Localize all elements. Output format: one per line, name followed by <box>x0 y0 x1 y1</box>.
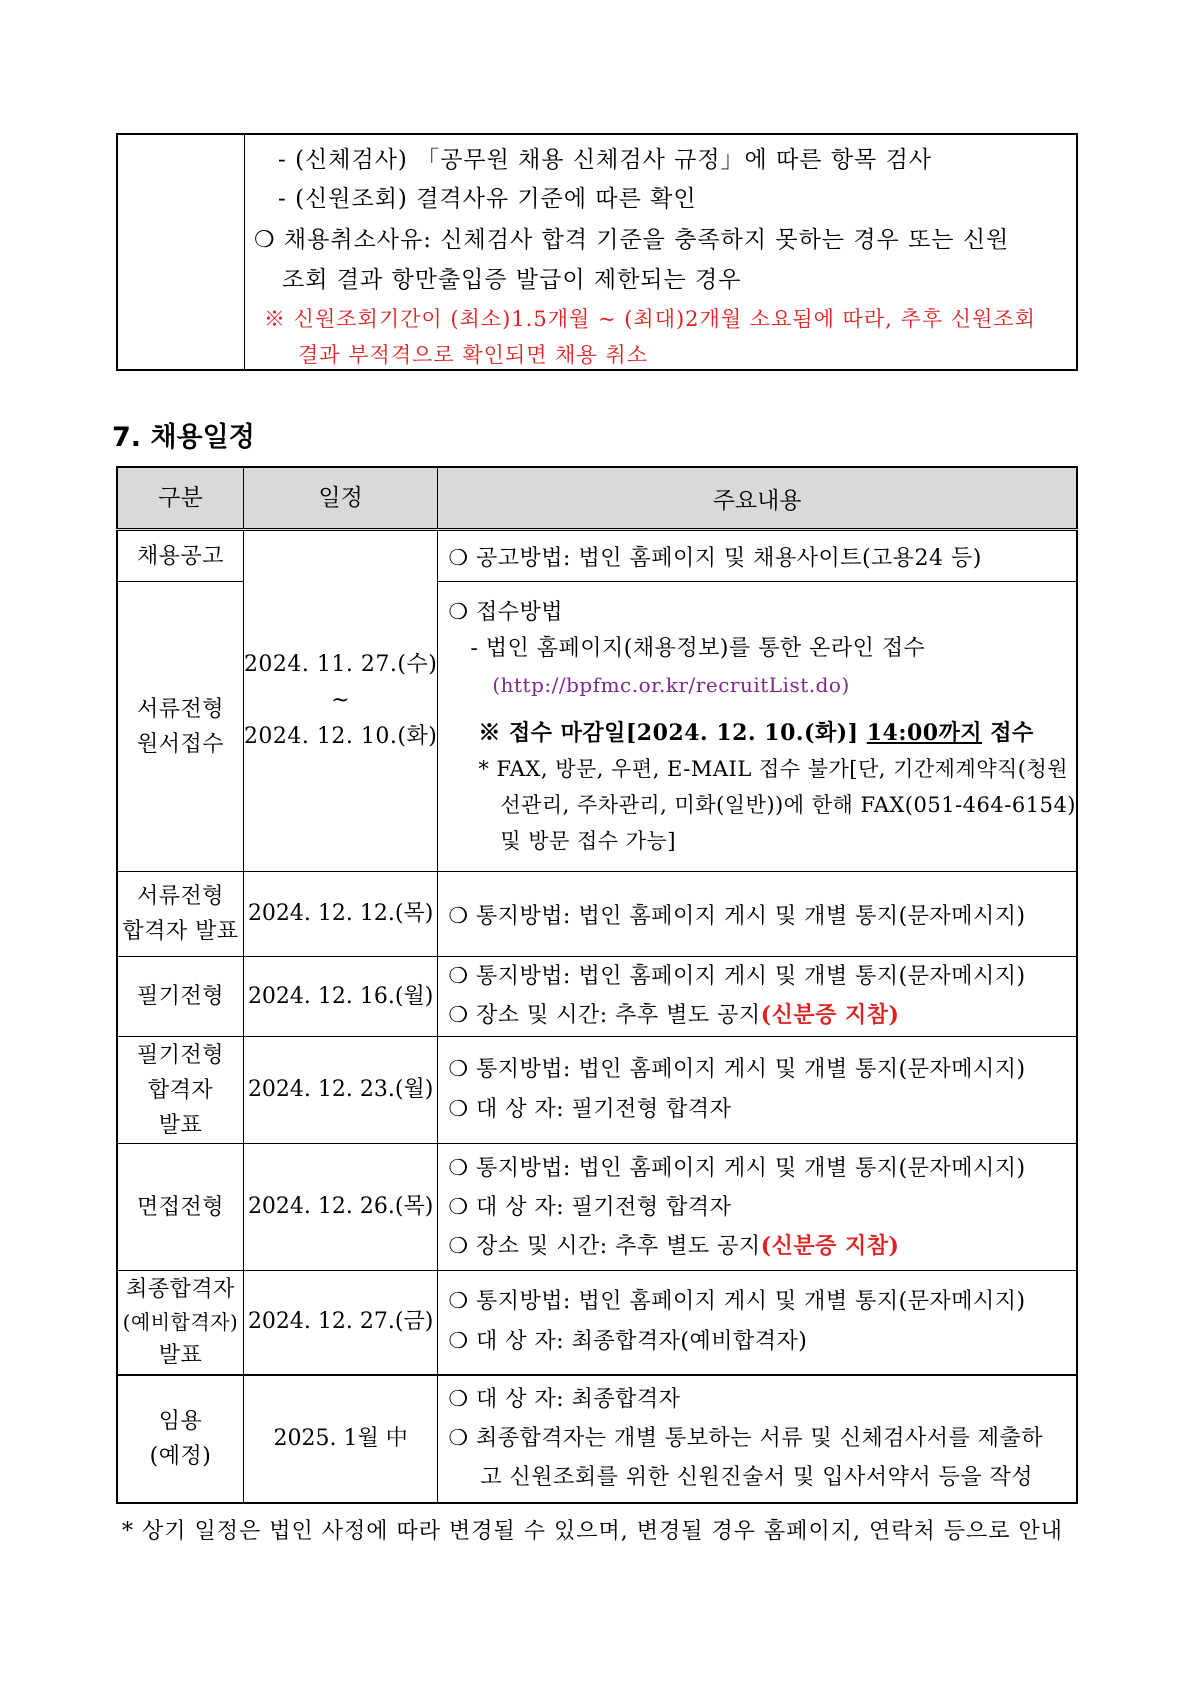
header-content: 주요내용 <box>438 467 1077 530</box>
row-date: 2024. 12. 26.(목) <box>243 1144 437 1271</box>
physical-exam-line: - (신체검사) 「공무원 채용 신체검사 규정」에 따른 항목 검사 <box>278 147 933 173</box>
row-content: ❍ 공고방법: 법인 홈페이지 및 채용사이트(고용24 등) <box>438 530 1077 582</box>
row-date: 2024. 12. 27.(금) <box>243 1271 437 1375</box>
table-row <box>117 1144 1077 1271</box>
table-row <box>117 957 1077 1037</box>
cancellation-reason-line-2: 조회 결과 항만출입증 발급이 제한되는 경우 <box>282 267 742 293</box>
section-title: 7. 채용일정 <box>112 422 255 453</box>
row-label: 필기전형 합격자 발표 <box>117 1037 243 1144</box>
row-label: 임용 (예정) <box>117 1375 243 1503</box>
background-check-note-2: 결과 부적격으로 확인되면 채용 취소 <box>298 343 648 367</box>
row-label: 필기전형 <box>117 957 243 1037</box>
shared-date-cell: 2024. 11. 27.(수) ~ 2024. 12. 10.(화) <box>243 530 437 872</box>
row-date: 2025. 1월 中 <box>243 1375 437 1503</box>
deadline-line: ※ 접수 마감일[2024. 12. 10.(화)] 14:00까지 접수 <box>478 719 1034 746</box>
row-content: ❍ 통지방법: 법인 홈페이지 게시 및 개별 통지(문자메시지) <box>438 872 1077 957</box>
cancellation-reason-line: ❍ 채용취소사유: 신체검사 합격 기준을 충족하지 못하는 경우 또는 신원 <box>254 227 1010 253</box>
recruit-link[interactable]: (http://bpfmc.or.kr/recruitList.do) <box>492 672 850 697</box>
row-content: ❍ 통지방법: 법인 홈페이지 게시 및 개별 통지(문자메시지) ❍ 장소 및 시간: 추후 별도 공지(신분증 지참) <box>438 957 1077 1037</box>
row-content: ❍ 통지방법: 법인 홈페이지 게시 및 개별 통지(문자메시지) ❍ 대 상 자: 최종합격자(예비합격자) <box>438 1271 1077 1375</box>
row-date: 2024. 12. 23.(월) <box>243 1037 437 1144</box>
row-label: 서류전형 원서접수 <box>117 582 243 872</box>
id-required-note: (신분증 지참) <box>760 1232 900 1259</box>
row-content: ❍ 대 상 자: 최종합격자 ❍ 최종합격자는 개별 통보하는 서류 및 신체검사서를 제출하 고 신원조회를 위한 신원진술서 및 입사서약서 등을 작성 <box>438 1375 1077 1503</box>
top-label-column <box>118 135 245 369</box>
id-required-note: (신분증 지참) <box>760 1002 900 1028</box>
row-label: 최종합격자 (예비합격자) 발표 <box>117 1271 243 1375</box>
background-check-line: - (신원조회) 결격사유 기준에 따른 확인 <box>278 186 697 212</box>
row-date: 2024. 12. 16.(월) <box>243 957 437 1037</box>
table-row <box>117 1271 1077 1375</box>
row-label: 면접전형 <box>117 1144 243 1271</box>
row-date: 2024. 12. 12.(목) <box>243 872 437 957</box>
top-continuation-table <box>116 133 1078 371</box>
table-row <box>117 1375 1077 1503</box>
table-row <box>117 530 1077 582</box>
background-check-note: ※ 신원조회기간이 (최소)1.5개월 ~ (최대)2개월 소요됨에 따라, 추후 신원조회 <box>264 307 1036 331</box>
table-header-row <box>117 467 1077 530</box>
row-content: ❍ 통지방법: 법인 홈페이지 게시 및 개별 통지(문자메시지) ❍ 대 상 자: 필기전형 합격자 ❍ 장소 및 시간: 추후 별도 공지(신분증 지참) <box>438 1144 1077 1271</box>
table-row <box>117 1037 1077 1144</box>
header-category: 구분 <box>117 467 243 530</box>
schedule-footnote: * 상기 일정은 법인 사정에 따라 변경될 수 있으며, 변경될 경우 홈페이지, 연락처 등으로 안내 <box>122 1519 1063 1544</box>
row-label: 서류전형 합격자 발표 <box>117 872 243 957</box>
table-row <box>117 872 1077 957</box>
recruitment-schedule-table <box>116 466 1078 1504</box>
row-content: ❍ 통지방법: 법인 홈페이지 게시 및 개별 통지(문자메시지) ❍ 대 상 자: 필기전형 합격자 <box>438 1037 1077 1144</box>
row-label: 채용공고 <box>117 530 243 582</box>
header-date: 일정 <box>243 467 437 530</box>
row-content: ❍ 접수방법 - 법인 홈페이지(채용정보)를 통한 온라인 접수 (http://bpfmc.or.kr/recruitList.do) ※ 접수 마감일[2024. 12. 10.(화)] 14:00까지 접수 * FAX, 방문, 우편, E-MAIL 접수 불가[단, 기간제계약직(청원 선관리, 주차관리, 미화(일반))에 한해 FAX(051-464-6154) 및 방문 접수 가능] <box>438 582 1077 872</box>
